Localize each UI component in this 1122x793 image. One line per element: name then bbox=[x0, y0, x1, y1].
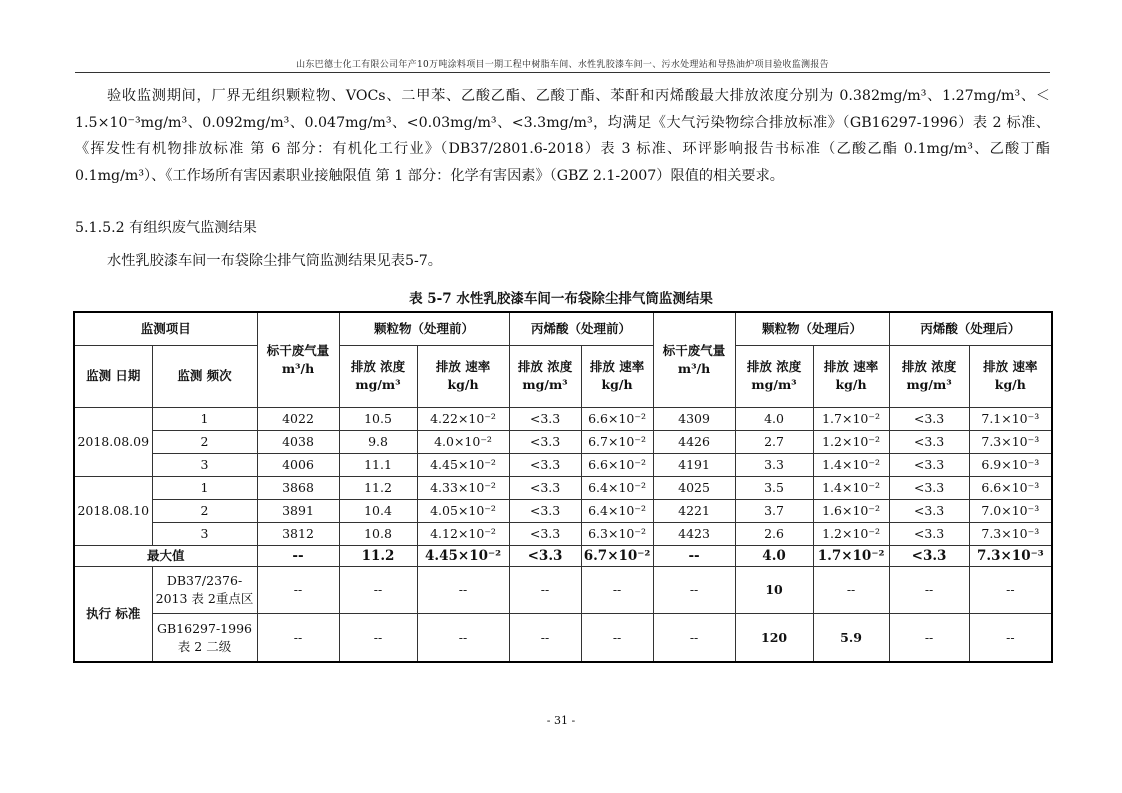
header-flow-before: 标干废气量 m³/h bbox=[257, 312, 339, 407]
table-cell: <3.3 bbox=[889, 430, 969, 453]
standard-cell: -- bbox=[969, 614, 1052, 662]
standard-cell: -- bbox=[339, 567, 417, 614]
header-frequency: 监测 频次 bbox=[152, 345, 257, 407]
max-cell: -- bbox=[653, 546, 735, 567]
table-cell: 2.7 bbox=[735, 430, 813, 453]
table-cell: 4221 bbox=[653, 500, 735, 523]
table-cell: 4038 bbox=[257, 430, 339, 453]
table-cell: 1.4×10⁻² bbox=[813, 453, 889, 476]
table-cell: 1.4×10⁻² bbox=[813, 476, 889, 499]
standard-cell: -- bbox=[509, 614, 581, 662]
table-cell: 4.22×10⁻² bbox=[417, 407, 509, 430]
table-cell: <3.3 bbox=[889, 476, 969, 499]
header-monitoring-item: 监测项目 bbox=[74, 312, 257, 345]
standards-label: 执行 标准 bbox=[74, 567, 152, 662]
table-cell: 10.5 bbox=[339, 407, 417, 430]
table-cell: 4.45×10⁻² bbox=[417, 453, 509, 476]
table-cell: 1.7×10⁻² bbox=[813, 407, 889, 430]
table-cell: <3.3 bbox=[509, 430, 581, 453]
table-cell: 6.6×10⁻² bbox=[581, 453, 653, 476]
table-cell: <3.3 bbox=[889, 453, 969, 476]
section-heading: 5.1.5.2 有组织废气监测结果 bbox=[75, 220, 257, 236]
header-particulate-after: 颗粒物（处理后） bbox=[735, 312, 889, 345]
table-cell: 11.1 bbox=[339, 453, 417, 476]
header-date: 监测 日期 bbox=[74, 345, 152, 407]
table-cell: 3.3 bbox=[735, 453, 813, 476]
cell-date: 2018.08.10 bbox=[74, 476, 152, 545]
table-row bbox=[74, 407, 1052, 430]
running-header: 山东巴德士化工有限公司年产10万吨涂料项目一期工程中树脂车间、水性乳胶漆车间一、污水处理站和导热油炉项目验收监测报告 bbox=[296, 60, 829, 70]
header-row-2 bbox=[74, 345, 1052, 407]
standard-cell: -- bbox=[581, 614, 653, 662]
table-cell: 1.6×10⁻² bbox=[813, 500, 889, 523]
standard-cell: -- bbox=[653, 567, 735, 614]
table-cell: 3.7 bbox=[735, 500, 813, 523]
cell-frequency: 3 bbox=[152, 453, 257, 476]
table-cell: 6.7×10⁻² bbox=[581, 430, 653, 453]
table-caption: 表 5-7 水性乳胶漆车间一布袋除尘排气筒监测结果 bbox=[409, 291, 713, 307]
header-acrylic-after: 丙烯酸（处理后） bbox=[889, 312, 1052, 345]
table-row bbox=[74, 430, 1052, 453]
table-cell: <3.3 bbox=[889, 500, 969, 523]
table-cell: 11.2 bbox=[339, 476, 417, 499]
cell-date: 2018.08.09 bbox=[74, 407, 152, 476]
table-cell: 1.2×10⁻² bbox=[813, 523, 889, 546]
table-cell: 6.9×10⁻³ bbox=[969, 453, 1052, 476]
max-cell: 4.45×10⁻² bbox=[417, 546, 509, 567]
header-row-1 bbox=[74, 312, 1052, 345]
table-cell: 6.6×10⁻² bbox=[581, 407, 653, 430]
table-row bbox=[74, 523, 1052, 546]
table-row bbox=[74, 453, 1052, 476]
standard-cell: -- bbox=[417, 567, 509, 614]
max-cell: -- bbox=[257, 546, 339, 567]
table-cell: 4423 bbox=[653, 523, 735, 546]
table-cell: <3.3 bbox=[509, 500, 581, 523]
table-cell: <3.3 bbox=[509, 476, 581, 499]
max-cell: 7.3×10⁻³ bbox=[969, 546, 1052, 567]
cell-frequency: 3 bbox=[152, 523, 257, 546]
standard-name: GB16297-1996 表 2 二级 bbox=[152, 614, 257, 662]
header-acrylic-before: 丙烯酸（处理前） bbox=[509, 312, 653, 345]
table-intro-text: 水性乳胶漆车间一布袋除尘排气筒监测结果见表5-7。 bbox=[107, 253, 442, 269]
max-cell: 1.7×10⁻² bbox=[813, 546, 889, 567]
standard-row bbox=[74, 567, 1052, 614]
table-cell: 4006 bbox=[257, 453, 339, 476]
standard-cell: -- bbox=[509, 567, 581, 614]
max-label: 最大值 bbox=[74, 546, 257, 567]
max-cell: 4.0 bbox=[735, 546, 813, 567]
header-flow-after: 标干废气量 m³/h bbox=[653, 312, 735, 407]
table-cell: 7.0×10⁻³ bbox=[969, 500, 1052, 523]
cell-frequency: 2 bbox=[152, 500, 257, 523]
standard-cell: -- bbox=[257, 567, 339, 614]
monitoring-results-table bbox=[73, 311, 1053, 663]
table-cell: 6.3×10⁻² bbox=[581, 523, 653, 546]
table-cell: 4022 bbox=[257, 407, 339, 430]
table-cell: 7.1×10⁻³ bbox=[969, 407, 1052, 430]
header-conc: 排放 浓度 mg/m³ bbox=[509, 345, 581, 407]
standard-cell: 5.9 bbox=[813, 614, 889, 662]
max-cell: <3.3 bbox=[509, 546, 581, 567]
header-particulate-before: 颗粒物（处理前） bbox=[339, 312, 509, 345]
table-cell: 4426 bbox=[653, 430, 735, 453]
standard-cell: 120 bbox=[735, 614, 813, 662]
table-cell: <3.3 bbox=[889, 407, 969, 430]
table-cell: 10.4 bbox=[339, 500, 417, 523]
table-cell: 4.0×10⁻² bbox=[417, 430, 509, 453]
table-cell: 4.12×10⁻² bbox=[417, 523, 509, 546]
table-cell: 4309 bbox=[653, 407, 735, 430]
page-number: - 31 - bbox=[546, 714, 576, 727]
header-divider bbox=[75, 72, 1050, 73]
max-cell: 11.2 bbox=[339, 546, 417, 567]
max-cell: 6.7×10⁻² bbox=[581, 546, 653, 567]
table-cell: 4025 bbox=[653, 476, 735, 499]
table-cell: 4.05×10⁻² bbox=[417, 500, 509, 523]
table-cell: 4.0 bbox=[735, 407, 813, 430]
table-row bbox=[74, 476, 1052, 499]
table-cell: 2.6 bbox=[735, 523, 813, 546]
data-rows bbox=[74, 407, 1052, 662]
header-conc: 排放 浓度 mg/m³ bbox=[339, 345, 417, 407]
cell-frequency: 2 bbox=[152, 430, 257, 453]
table-cell: 6.4×10⁻² bbox=[581, 500, 653, 523]
header-conc: 排放 浓度 mg/m³ bbox=[735, 345, 813, 407]
table-row bbox=[74, 500, 1052, 523]
standard-cell: -- bbox=[653, 614, 735, 662]
table-cell: 9.8 bbox=[339, 430, 417, 453]
standard-cell: -- bbox=[581, 567, 653, 614]
table-cell: 10.8 bbox=[339, 523, 417, 546]
standard-cell: -- bbox=[813, 567, 889, 614]
standard-cell: -- bbox=[417, 614, 509, 662]
header-rate: 排放 速率 kg/h bbox=[813, 345, 889, 407]
standard-cell: -- bbox=[257, 614, 339, 662]
cell-frequency: 1 bbox=[152, 407, 257, 430]
table-cell: 3868 bbox=[257, 476, 339, 499]
standard-cell: -- bbox=[969, 567, 1052, 614]
table-cell: <3.3 bbox=[509, 453, 581, 476]
table-cell: 1.2×10⁻² bbox=[813, 430, 889, 453]
table-cell: 4191 bbox=[653, 453, 735, 476]
max-cell: <3.3 bbox=[889, 546, 969, 567]
standard-row bbox=[74, 614, 1052, 662]
table-cell: <3.3 bbox=[509, 523, 581, 546]
table-cell: 3812 bbox=[257, 523, 339, 546]
table-cell: 3891 bbox=[257, 500, 339, 523]
table-cell: <3.3 bbox=[509, 407, 581, 430]
header-rate: 排放 速率 kg/h bbox=[417, 345, 509, 407]
standard-cell: -- bbox=[339, 614, 417, 662]
standard-cell: -- bbox=[889, 614, 969, 662]
standard-cell: 10 bbox=[735, 567, 813, 614]
table-cell: 6.6×10⁻³ bbox=[969, 476, 1052, 499]
max-row bbox=[74, 546, 1052, 567]
table-cell: <3.3 bbox=[889, 523, 969, 546]
table-cell: 7.3×10⁻³ bbox=[969, 430, 1052, 453]
standard-cell: -- bbox=[889, 567, 969, 614]
table-cell: 6.4×10⁻² bbox=[581, 476, 653, 499]
table-cell: 3.5 bbox=[735, 476, 813, 499]
header-rate: 排放 速率 kg/h bbox=[969, 345, 1052, 407]
standard-name: DB37/2376-2013 表 2重点区 bbox=[152, 567, 257, 614]
summary-paragraph: 验收监测期间，厂界无组织颗粒物、VOCs、二甲苯、乙酸乙酯、乙酸丁酯、苯酐和丙烯酸最大排放浓度分别为 0.382mg/m³、1.27mg/m³、＜1.5×10⁻³mg/m³、0.092mg/m³、0.047mg/m³、<0.03mg/m³、<3.3mg/m³，均满足《大气污染物综合排放标准》（GB16297-1996）表 2 标准、《挥发性有机物排放标准 第 6 部分：有机化工行业》（DB37/2801.6-2018）表 3 标准、环评影响报告书标准（乙酸乙酯 0.1mg/m³、乙酸丁酯 0.1mg/m³）、《工作场所有害因素职业接触限值 第 1 部分：化学有害因素》（GBZ 2.1-2007）限值的相关要求。 bbox=[75, 88, 1050, 184]
header-rate: 排放 速率 kg/h bbox=[581, 345, 653, 407]
table-cell: 4.33×10⁻² bbox=[417, 476, 509, 499]
table-cell: 7.3×10⁻³ bbox=[969, 523, 1052, 546]
header-conc: 排放 浓度 mg/m³ bbox=[889, 345, 969, 407]
cell-frequency: 1 bbox=[152, 476, 257, 499]
